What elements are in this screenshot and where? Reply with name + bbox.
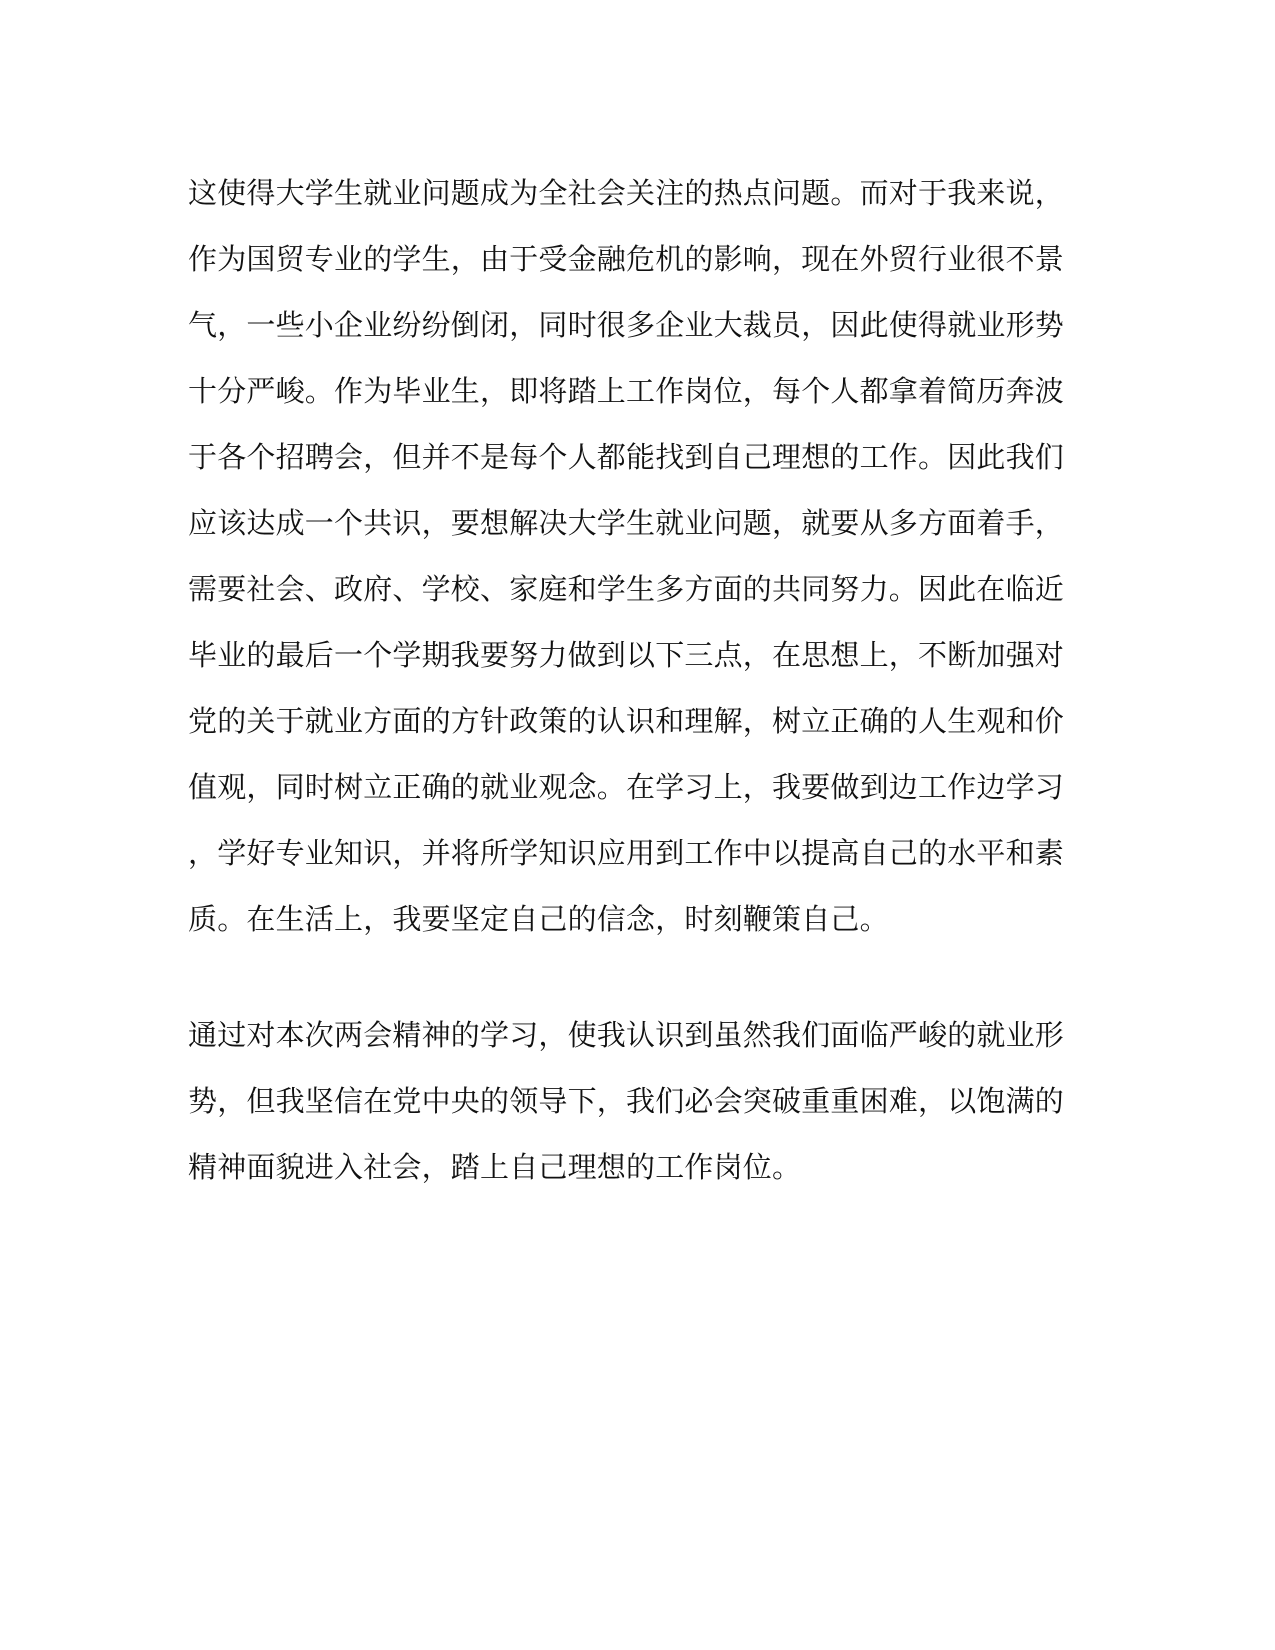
text-line: 毕业的最后一个学期我要努力做到以下三点，在思想上，不断加强对 xyxy=(188,638,1065,672)
text-line: 这使得大学生就业问题成为全社会关注的热点问题。而对于我来说， xyxy=(188,176,1065,210)
text-line: 值观，同时树立正确的就业观念。在学习上，我要做到边工作边学习 xyxy=(188,770,1065,804)
text-line: 势，但我坚信在党中央的领导下，我们必会突破重重困难，以饱满的 xyxy=(188,1084,1065,1118)
text-line: 通过对本次两会精神的学习，使我认识到虽然我们面临严峻的就业形 xyxy=(188,1018,1065,1052)
text-line: ，学好专业知识，并将所学知识应用到工作中以提高自己的水平和素 xyxy=(188,836,1065,870)
text-line: 需要社会、政府、学校、家庭和学生多方面的共同努力。因此在临近 xyxy=(188,572,1065,606)
text-line: 作为国贸专业的学生，由于受金融危机的影响，现在外贸行业很不景 xyxy=(188,242,1065,276)
paragraph-employment-situation xyxy=(188,160,1068,952)
text-line: 党的关于就业方面的方针政策的认识和理解，树立正确的人生观和价 xyxy=(188,704,1065,738)
text-line: 质。在生活上，我要坚定自己的信念，时刻鞭策自己。 xyxy=(188,902,889,936)
text-line: 应该达成一个共识，要想解决大学生就业问题，就要从多方面着手， xyxy=(188,506,1065,540)
text-line: 于各个招聘会，但并不是每个人都能找到自己理想的工作。因此我们 xyxy=(188,440,1065,474)
text-line: 精神面貌进入社会，踏上自己理想的工作岗位。 xyxy=(188,1150,802,1184)
paragraph-conclusion xyxy=(188,1002,1068,1200)
text-line: 十分严峻。作为毕业生，即将踏上工作岗位，每个人都拿着简历奔波 xyxy=(188,374,1065,408)
text-line: 气，一些小企业纷纷倒闭，同时很多企业大裁员，因此使得就业形势 xyxy=(188,308,1065,342)
